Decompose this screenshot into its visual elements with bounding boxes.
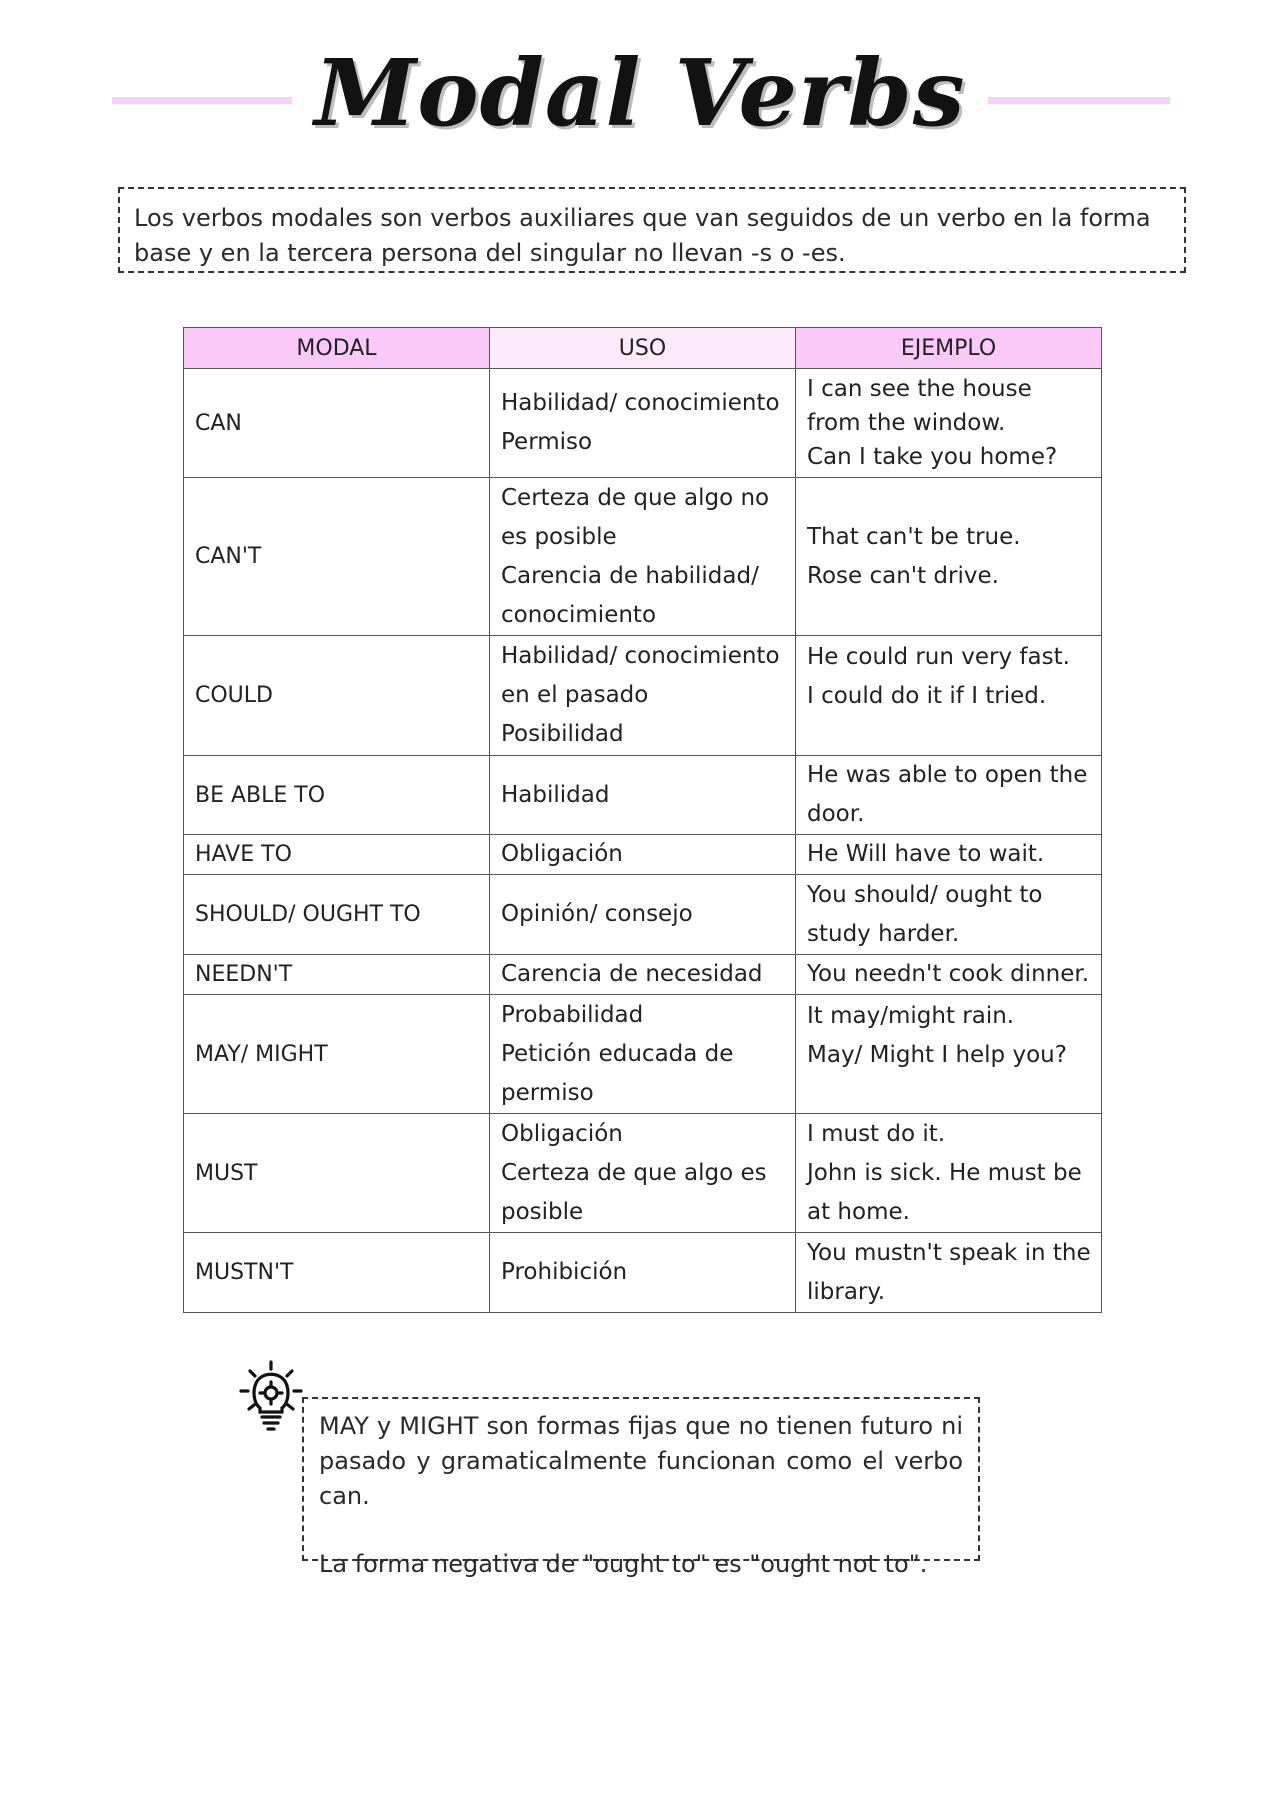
ejemplo-line: Can I take you home? xyxy=(807,444,1058,470)
cell-uso xyxy=(490,369,796,478)
table-header-row xyxy=(184,328,1102,369)
table-row xyxy=(184,1114,1102,1233)
ejemplo-line: I can see the house from the window. xyxy=(807,376,1032,436)
uso-line: Petición educada de permiso xyxy=(501,1040,734,1106)
ejemplo-line: It may/might rain. xyxy=(807,1003,1015,1029)
ejemplo-line: He Will have to wait. xyxy=(807,841,1045,867)
cell-uso xyxy=(490,995,796,1114)
cell-ejemplo xyxy=(796,875,1102,955)
cell-uso xyxy=(490,1233,796,1313)
ejemplo-line: May/ Might I help you? xyxy=(807,1042,1067,1068)
uso-line: Permiso xyxy=(501,429,593,455)
table-row xyxy=(184,369,1102,478)
ejemplo-line: You mustn't speak in the library. xyxy=(807,1239,1091,1305)
cell-ejemplo xyxy=(796,995,1102,1114)
header-uso: USO xyxy=(490,328,796,369)
cell-ejemplo xyxy=(796,1233,1102,1313)
cell-ejemplo xyxy=(796,835,1102,875)
cell-modal: MUST xyxy=(184,1114,490,1233)
page-title-text: Modal Verbs xyxy=(292,39,987,147)
page-title xyxy=(0,38,1280,148)
lightbulb-icon xyxy=(238,1360,304,1432)
cell-ejemplo xyxy=(796,756,1102,835)
modal-verbs-table xyxy=(183,327,1102,1313)
cell-modal: BE ABLE TO xyxy=(184,756,490,835)
cell-uso xyxy=(490,756,796,835)
uso-line: Habilidad/ conocimiento xyxy=(501,390,780,416)
cell-modal: MUSTN'T xyxy=(184,1233,490,1313)
ejemplo-line: I must do it. xyxy=(807,1120,946,1147)
table-row xyxy=(184,756,1102,835)
cell-ejemplo xyxy=(796,369,1102,478)
uso-line: Carencia de necesidad xyxy=(501,961,763,987)
cell-modal: SHOULD/ OUGHT TO xyxy=(184,875,490,955)
header-modal: MODAL xyxy=(184,328,490,369)
ejemplo-line: You should/ ought to study harder. xyxy=(807,881,1043,947)
table-row xyxy=(184,955,1102,995)
uso-line: Posibilidad xyxy=(501,721,624,747)
cell-ejemplo xyxy=(796,955,1102,995)
cell-modal: NEEDN'T xyxy=(184,955,490,995)
uso-line: Habilidad/ conocimiento en el pasado xyxy=(501,643,780,708)
table-row xyxy=(184,478,1102,636)
ejemplo-line: I could do it if I tried. xyxy=(807,683,1047,709)
uso-line: Certeza de que algo no es posible xyxy=(501,484,770,550)
table-row xyxy=(184,636,1102,756)
ejemplo-line: He was able to open the door. xyxy=(807,762,1088,827)
uso-line: Opinión/ consejo xyxy=(501,901,693,927)
ejemplo-line: John is sick. He must be at home. xyxy=(807,1159,1082,1225)
intro-box xyxy=(118,187,1186,273)
uso-line: Prohibición xyxy=(501,1259,628,1285)
uso-line: Obligación xyxy=(501,1120,623,1147)
ejemplo-line: You needn't cook dinner. xyxy=(807,961,1090,987)
cell-modal: MAY/ MIGHT xyxy=(184,995,490,1114)
table-row xyxy=(184,835,1102,875)
table-row xyxy=(184,1233,1102,1313)
cell-uso xyxy=(490,1114,796,1233)
cell-modal: COULD xyxy=(184,636,490,756)
uso-line: Probabilidad xyxy=(501,1001,644,1028)
cell-uso xyxy=(490,636,796,756)
ejemplo-line: That can't be true. xyxy=(807,523,1021,550)
cell-modal: CAN'T xyxy=(184,478,490,636)
table-row xyxy=(184,995,1102,1114)
cell-modal: HAVE TO xyxy=(184,835,490,875)
uso-line: Carencia de habilidad/ conocimiento xyxy=(501,562,759,628)
cell-ejemplo xyxy=(796,1114,1102,1233)
cell-modal: CAN xyxy=(184,369,490,478)
cell-uso xyxy=(490,835,796,875)
cell-uso xyxy=(490,955,796,995)
table-row xyxy=(184,875,1102,955)
cell-ejemplo xyxy=(796,636,1102,756)
cell-uso xyxy=(490,875,796,955)
header-ejemplo: EJEMPLO xyxy=(796,328,1102,369)
uso-line: Certeza de que algo es posible xyxy=(501,1159,767,1225)
uso-line: Obligación xyxy=(501,841,623,867)
tip-note-line: MAY y MIGHT son formas fijas que no tienen futuro ni pasado y gramaticalmente funcionan como el verbo can. xyxy=(319,1412,963,1510)
cell-uso xyxy=(490,478,796,636)
cell-ejemplo xyxy=(796,478,1102,636)
intro-text: Los verbos modales son verbos auxiliares que van seguidos de un verbo en la forma base y en la tercera persona del singular no llevan -s o -es. xyxy=(134,204,1151,267)
ejemplo-line: He could run very fast. xyxy=(807,644,1070,670)
uso-line: Habilidad xyxy=(501,781,610,808)
tip-note-line: La forma negativa de "ought to" es "ought not to". xyxy=(319,1550,928,1578)
ejemplo-line: Rose can't drive. xyxy=(807,562,999,589)
tip-note-box xyxy=(302,1397,980,1578)
